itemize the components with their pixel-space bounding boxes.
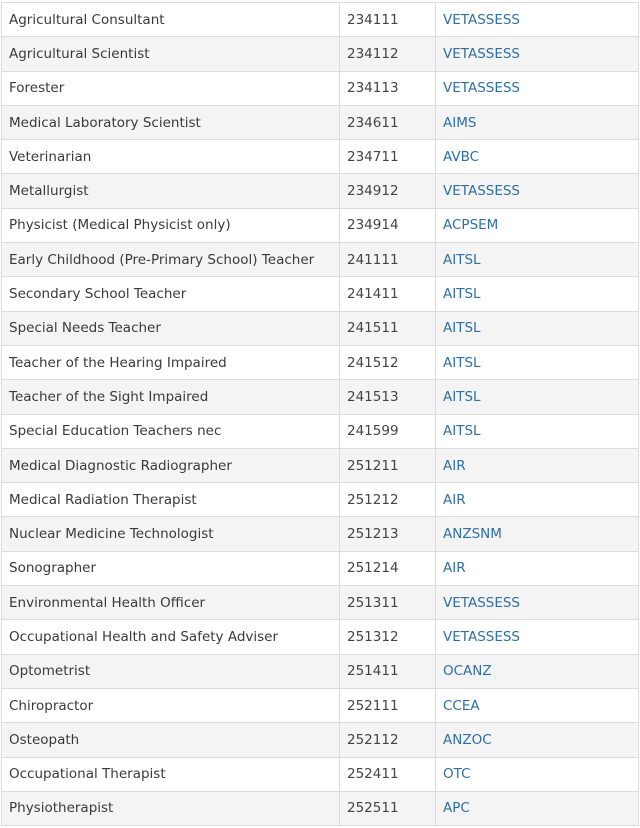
assessing-authority-cell xyxy=(436,414,639,448)
occupation-cell: Agricultural Scientist xyxy=(2,37,340,71)
assessing-authority-link[interactable]: VETASSESS xyxy=(443,45,521,62)
occupation-cell: Metallurgist xyxy=(2,174,340,208)
occupation-cell: Early Childhood (Pre-Primary School) Teacher xyxy=(2,243,340,277)
occupation-cell: Osteopath xyxy=(2,723,340,757)
anzsco-code-cell: 234112 xyxy=(340,37,436,71)
assessing-authority-cell xyxy=(436,757,639,791)
occupation-cell: Special Education Teachers nec xyxy=(2,414,340,448)
table-row xyxy=(2,688,639,722)
assessing-authority-link[interactable]: AITSL xyxy=(443,354,481,371)
assessing-authority-link[interactable]: AITSL xyxy=(443,320,481,337)
assessing-authority-cell xyxy=(436,620,639,654)
anzsco-code-cell: 234113 xyxy=(340,71,436,105)
anzsco-code-cell: 241411 xyxy=(340,277,436,311)
assessing-authority-link[interactable]: VETASSESS xyxy=(443,594,521,611)
occupation-cell: Chiropractor xyxy=(2,688,340,722)
assessing-authority-cell xyxy=(436,345,639,379)
occupation-cell: Environmental Health Officer xyxy=(2,586,340,620)
assessing-authority-cell xyxy=(436,723,639,757)
occupation-cell: Special Needs Teacher xyxy=(2,311,340,345)
assessing-authority-cell xyxy=(436,243,639,277)
anzsco-code-cell: 251411 xyxy=(340,654,436,688)
table-row xyxy=(2,37,639,71)
table-row xyxy=(2,654,639,688)
assessing-authority-link[interactable]: ANZOC xyxy=(443,731,492,748)
assessing-authority-cell xyxy=(436,688,639,722)
assessing-authority-link[interactable]: AITSL xyxy=(443,286,481,303)
assessing-authority-link[interactable]: ACPSEM xyxy=(443,217,499,234)
table-row xyxy=(2,723,639,757)
assessing-authority-link[interactable]: VETASSESS xyxy=(443,11,521,28)
occupation-cell: Veterinarian xyxy=(2,140,340,174)
anzsco-code-cell: 241599 xyxy=(340,414,436,448)
table-row xyxy=(2,620,639,654)
assessing-authority-cell xyxy=(436,380,639,414)
assessing-authority-cell xyxy=(436,37,639,71)
table-row xyxy=(2,345,639,379)
assessing-authority-link[interactable]: AITSL xyxy=(443,251,481,268)
assessing-authority-cell xyxy=(436,791,639,825)
assessing-authority-link[interactable]: VETASSESS xyxy=(443,183,521,200)
occupation-cell: Nuclear Medicine Technologist xyxy=(2,517,340,551)
table-row xyxy=(2,208,639,242)
occupation-cell: Occupational Therapist xyxy=(2,757,340,791)
table-row xyxy=(2,791,639,825)
assessing-authority-link[interactable]: AIR xyxy=(443,457,466,474)
anzsco-code-cell: 234711 xyxy=(340,140,436,174)
anzsco-code-cell: 251311 xyxy=(340,586,436,620)
table-row xyxy=(2,105,639,139)
assessing-authority-cell xyxy=(436,311,639,345)
table-row xyxy=(2,71,639,105)
anzsco-code-cell: 251212 xyxy=(340,483,436,517)
table-row xyxy=(2,311,639,345)
assessing-authority-cell xyxy=(436,654,639,688)
table-row xyxy=(2,414,639,448)
anzsco-code-cell: 252112 xyxy=(340,723,436,757)
table-row xyxy=(2,448,639,482)
assessing-authority-cell xyxy=(436,140,639,174)
anzsco-code-cell: 252511 xyxy=(340,791,436,825)
anzsco-code-cell: 252111 xyxy=(340,688,436,722)
occupation-cell: Physiotherapist xyxy=(2,791,340,825)
occupation-cell: Sonographer xyxy=(2,551,340,585)
assessing-authority-link[interactable]: APC xyxy=(443,800,470,817)
assessing-authority-link[interactable]: AVBC xyxy=(443,148,480,165)
anzsco-code-cell: 252411 xyxy=(340,757,436,791)
table-row xyxy=(2,277,639,311)
assessing-authority-cell xyxy=(436,448,639,482)
occupation-cell: Teacher of the Hearing Impaired xyxy=(2,345,340,379)
anzsco-code-cell: 234912 xyxy=(340,174,436,208)
assessing-authority-cell xyxy=(436,277,639,311)
assessing-authority-cell xyxy=(436,483,639,517)
assessing-authority-link[interactable]: AITSL xyxy=(443,388,481,405)
table-row xyxy=(2,517,639,551)
occupation-cell: Agricultural Consultant xyxy=(2,3,340,37)
assessing-authority-cell xyxy=(436,105,639,139)
table-row xyxy=(2,3,639,37)
anzsco-code-cell: 234111 xyxy=(340,3,436,37)
occupation-cell: Medical Laboratory Scientist xyxy=(2,105,340,139)
occupation-cell: Occupational Health and Safety Adviser xyxy=(2,620,340,654)
table-row xyxy=(2,243,639,277)
assessing-authority-link[interactable]: AIR xyxy=(443,491,466,508)
assessing-authority-link[interactable]: VETASSESS xyxy=(443,80,521,97)
anzsco-code-cell: 241512 xyxy=(340,345,436,379)
assessing-authority-link[interactable]: CCEA xyxy=(443,697,480,714)
assessing-authority-cell xyxy=(436,208,639,242)
table-row xyxy=(2,483,639,517)
anzsco-code-cell: 234611 xyxy=(340,105,436,139)
assessing-authority-link[interactable]: OCANZ xyxy=(443,663,492,680)
table-row xyxy=(2,140,639,174)
assessing-authority-link[interactable]: VETASSESS xyxy=(443,628,521,645)
table-row xyxy=(2,586,639,620)
anzsco-code-cell: 234914 xyxy=(340,208,436,242)
anzsco-code-cell: 251312 xyxy=(340,620,436,654)
table-row xyxy=(2,551,639,585)
table-row xyxy=(2,174,639,208)
occupation-cell: Medical Radiation Therapist xyxy=(2,483,340,517)
assessing-authority-cell xyxy=(436,517,639,551)
anzsco-code-cell: 251211 xyxy=(340,448,436,482)
occupation-table xyxy=(1,2,639,826)
assessing-authority-cell xyxy=(436,71,639,105)
table-row xyxy=(2,380,639,414)
assessing-authority-link[interactable]: AIMS xyxy=(443,114,477,131)
assessing-authority-cell xyxy=(436,551,639,585)
occupation-cell: Forester xyxy=(2,71,340,105)
occupation-cell: Optometrist xyxy=(2,654,340,688)
assessing-authority-cell xyxy=(436,586,639,620)
anzsco-code-cell: 241111 xyxy=(340,243,436,277)
occupation-cell: Physicist (Medical Physicist only) xyxy=(2,208,340,242)
occupation-cell: Secondary School Teacher xyxy=(2,277,340,311)
occupation-table-body xyxy=(2,3,639,826)
assessing-authority-link[interactable]: ANZSNM xyxy=(443,526,502,543)
occupation-cell: Teacher of the Sight Impaired xyxy=(2,380,340,414)
assessing-authority-link[interactable]: AITSL xyxy=(443,423,481,440)
assessing-authority-link[interactable]: OTC xyxy=(443,766,471,783)
assessing-authority-cell xyxy=(436,3,639,37)
assessing-authority-cell xyxy=(436,174,639,208)
table-row xyxy=(2,757,639,791)
occupation-cell: Medical Diagnostic Radiographer xyxy=(2,448,340,482)
anzsco-code-cell: 251213 xyxy=(340,517,436,551)
anzsco-code-cell: 241511 xyxy=(340,311,436,345)
anzsco-code-cell: 251214 xyxy=(340,551,436,585)
assessing-authority-link[interactable]: AIR xyxy=(443,560,466,577)
anzsco-code-cell: 241513 xyxy=(340,380,436,414)
